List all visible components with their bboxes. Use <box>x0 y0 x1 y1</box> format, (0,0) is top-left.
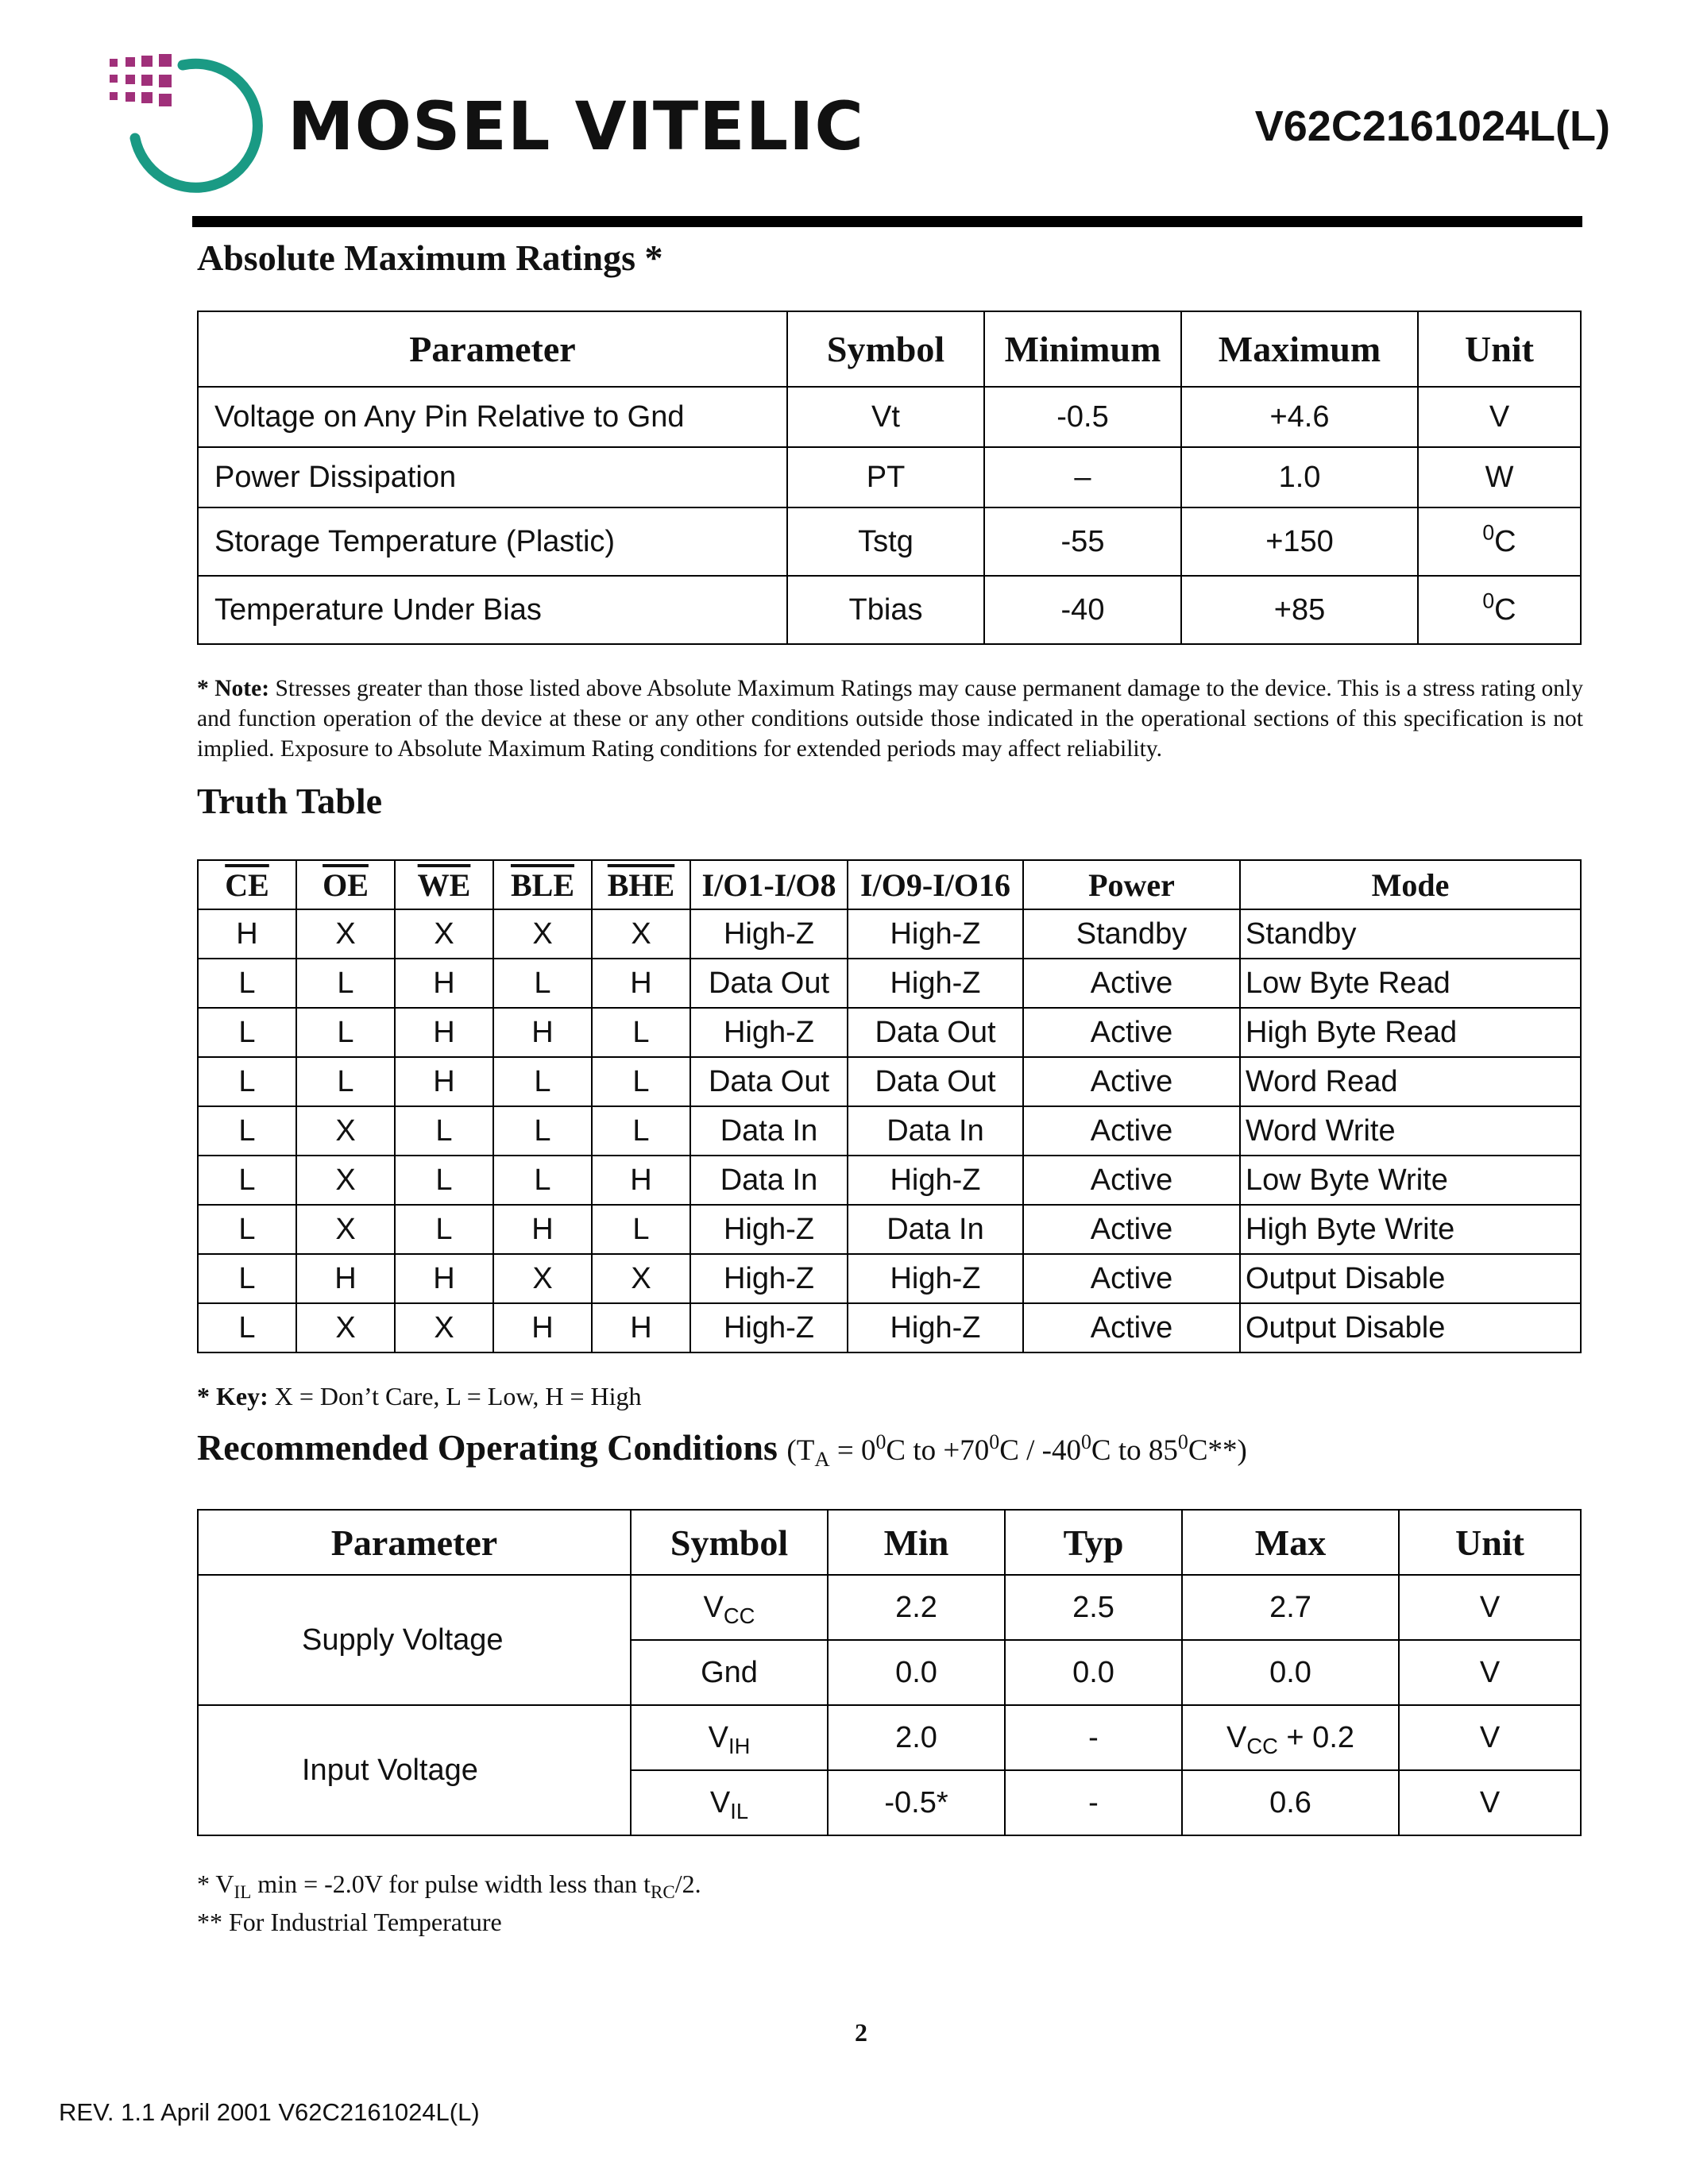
column-header: $\overline{WE}$ <box>395 860 493 909</box>
abs-max-table <box>197 311 1582 645</box>
truth-cell: Output Disable <box>1240 1303 1581 1352</box>
truth-cell: High-Z <box>690 1008 848 1057</box>
truth-cell: High Byte Read <box>1240 1008 1581 1057</box>
header-part-number: V62C2161024L(L) <box>1254 102 1610 150</box>
cond-sup: 0 <box>875 1430 886 1453</box>
min-cell: 2.0 <box>828 1705 1005 1770</box>
parameter-cell: Supply Voltage <box>198 1575 631 1705</box>
table-header-row <box>198 311 1581 387</box>
truth-cell: H <box>592 1303 690 1352</box>
unit-cell: V <box>1399 1640 1581 1705</box>
truth-cell: Data Out <box>690 959 848 1008</box>
degree-superscript: 0 <box>1482 588 1495 612</box>
cond-sup: 0 <box>1080 1430 1091 1453</box>
truth-cell: High-Z <box>848 1303 1023 1352</box>
unit-cell <box>1418 576 1581 644</box>
truth-cell: High-Z <box>848 909 1023 959</box>
table-row <box>198 1303 1581 1352</box>
max-cell: 0.0 <box>1182 1640 1399 1705</box>
footnote-text: min = -2.0V for pulse width less than t <box>251 1870 651 1898</box>
table-row <box>198 387 1581 447</box>
min-cell: 0.0 <box>828 1640 1005 1705</box>
footnote-text: * V <box>197 1870 234 1898</box>
footnote-text: /2. <box>674 1870 701 1898</box>
truth-cell: L <box>296 1008 395 1057</box>
parameter-cell: Voltage on Any Pin Relative to Gnd <box>198 387 787 447</box>
table-row <box>198 959 1581 1008</box>
symbol-cell <box>631 1575 828 1640</box>
truth-cell: X <box>296 1303 395 1352</box>
truth-cell: Data Out <box>848 1057 1023 1106</box>
key-label: * Key: <box>197 1382 268 1410</box>
min-cell: -55 <box>984 507 1181 576</box>
truth-cell: L <box>493 959 592 1008</box>
footnote-vil <box>197 1870 701 1902</box>
symbol-cell <box>631 1705 828 1770</box>
column-header: Unit <box>1418 311 1581 387</box>
parameter-cell: Temperature Under Bias <box>198 576 787 644</box>
truth-cell: L <box>198 1156 296 1205</box>
truth-cell: Word Read <box>1240 1057 1581 1106</box>
truth-cell: Active <box>1023 1303 1240 1352</box>
footnote-industrial: ** For Industrial Temperature <box>197 1908 502 1936</box>
min-cell: – <box>984 447 1181 507</box>
truth-cell: L <box>198 1254 296 1303</box>
table-row <box>198 1008 1581 1057</box>
table-row <box>198 909 1581 959</box>
truth-cell: H <box>592 959 690 1008</box>
symbol-cell: PT <box>787 447 984 507</box>
cond-text: C to +70 <box>886 1434 990 1467</box>
parameter-cell: Input Voltage <box>198 1705 631 1835</box>
parameter-cell: Storage Temperature (Plastic) <box>198 507 787 576</box>
max-cell: +150 <box>1181 507 1418 576</box>
column-header: Max <box>1182 1510 1399 1575</box>
truth-table <box>197 859 1582 1353</box>
typ-cell: - <box>1005 1770 1182 1835</box>
truth-cell: L <box>296 959 395 1008</box>
truth-cell: H <box>395 1008 493 1057</box>
cond-sup: 0 <box>1177 1430 1188 1453</box>
symbol-subscript: CC <box>723 1603 755 1628</box>
table-row <box>198 447 1581 507</box>
table-header-row <box>198 860 1581 909</box>
cond-sub: A <box>814 1446 830 1471</box>
table-row <box>198 507 1581 576</box>
column-header: I/O9-I/O16 <box>848 860 1023 909</box>
truth-cell: Data In <box>848 1205 1023 1254</box>
truth-cell: X <box>296 1106 395 1156</box>
truth-cell: H <box>296 1254 395 1303</box>
column-header: Min <box>828 1510 1005 1575</box>
truth-cell: L <box>592 1205 690 1254</box>
max-cell: 0.6 <box>1182 1770 1399 1835</box>
column-header: Parameter <box>198 1510 631 1575</box>
truth-cell: H <box>395 1254 493 1303</box>
symbol-base: V <box>703 1590 724 1624</box>
column-header: $\overline{BHE}$ <box>592 860 690 909</box>
table-row <box>198 1254 1581 1303</box>
truth-cell: Word Write <box>1240 1106 1581 1156</box>
cond-text: C**) <box>1188 1434 1247 1467</box>
company-logo <box>103 51 270 194</box>
column-header: Maximum <box>1181 311 1418 387</box>
truth-cell: High-Z <box>848 1254 1023 1303</box>
parameter-cell: Power Dissipation <box>198 447 787 507</box>
truth-cell: Data Out <box>848 1008 1023 1057</box>
truth-cell: Active <box>1023 1254 1240 1303</box>
page-number: 2 <box>855 2018 867 2047</box>
truth-cell: L <box>198 959 296 1008</box>
symbol-cell <box>631 1770 828 1835</box>
min-cell: -0.5* <box>828 1770 1005 1835</box>
truth-cell: Active <box>1023 1008 1240 1057</box>
table-row <box>198 1705 1581 1770</box>
max-subscript: CC <box>1246 1733 1278 1758</box>
truth-cell: L <box>198 1106 296 1156</box>
column-header: I/O1-I/O8 <box>690 860 848 909</box>
truth-cell: High-Z <box>848 1156 1023 1205</box>
roc-title <box>197 1426 1247 1471</box>
max-cell: +4.6 <box>1181 387 1418 447</box>
truth-cell: Data Out <box>690 1057 848 1106</box>
header-rule <box>192 216 1582 227</box>
truth-cell: High-Z <box>848 959 1023 1008</box>
symbol-subscript: IH <box>728 1733 751 1758</box>
cond-sup: 0 <box>989 1430 1000 1453</box>
truth-cell: Active <box>1023 1205 1240 1254</box>
unit-letter: C <box>1494 524 1516 558</box>
truth-cell: L <box>592 1106 690 1156</box>
symbol-base: V <box>709 1785 731 1819</box>
truth-cell: X <box>493 1254 592 1303</box>
truth-cell: L <box>198 1303 296 1352</box>
truth-cell: Active <box>1023 959 1240 1008</box>
column-header: $\overline{OE}$ <box>296 860 395 909</box>
min-cell: 2.2 <box>828 1575 1005 1640</box>
truth-cell: X <box>395 909 493 959</box>
truth-cell: L <box>493 1106 592 1156</box>
truth-cell: L <box>198 1008 296 1057</box>
table-row <box>198 1575 1581 1640</box>
truth-cell: L <box>296 1057 395 1106</box>
column-header: Unit <box>1399 1510 1581 1575</box>
max-cell: 2.7 <box>1182 1575 1399 1640</box>
truth-cell: X <box>493 909 592 959</box>
cond-text: (T <box>786 1434 815 1467</box>
roc-temperature-condition <box>786 1430 1247 1471</box>
roc-title-text: Recommended Operating Conditions <box>197 1427 778 1468</box>
table-row <box>198 1156 1581 1205</box>
footnote-sub: IL <box>234 1881 252 1902</box>
revision-footer: REV. 1.1 April 2001 V62C2161024L(L) <box>59 2098 480 2126</box>
truth-cell: Low Byte Read <box>1240 959 1581 1008</box>
truth-cell: H <box>493 1303 592 1352</box>
truth-cell: High-Z <box>690 1205 848 1254</box>
cond-text: C to 85 <box>1091 1434 1178 1467</box>
note-text: Stresses greater than those listed above Absolute Maximum Ratings may cause permanent damage to the device. This is a stress rating only and function operation of the device at these or any other conditions outside those indicated in the operational sections of this specification is not implied. Exposure to Absolute Maximum Rating conditions for extended periods may affect reliability. <box>197 676 1584 762</box>
unit-cell <box>1418 507 1581 576</box>
unit-cell: W <box>1418 447 1581 507</box>
abs-max-note <box>197 673 1583 764</box>
symbol-cell: Gnd <box>631 1640 828 1705</box>
column-header: Typ <box>1005 1510 1182 1575</box>
unit-cell: V <box>1399 1705 1581 1770</box>
symbol-cell: Tstg <box>787 507 984 576</box>
truth-cell: H <box>395 1057 493 1106</box>
truth-cell: High-Z <box>690 1254 848 1303</box>
truth-cell: Data In <box>690 1156 848 1205</box>
truth-cell: Output Disable <box>1240 1254 1581 1303</box>
unit-cell: V <box>1399 1770 1581 1835</box>
unit-cell: V <box>1418 387 1581 447</box>
truth-cell: L <box>198 1057 296 1106</box>
cond-text: = 0 <box>829 1434 876 1467</box>
truth-cell: Active <box>1023 1057 1240 1106</box>
max-base: V <box>1226 1720 1247 1754</box>
truth-cell: H <box>493 1205 592 1254</box>
table-row <box>198 1205 1581 1254</box>
symbol-cell: Tbias <box>787 576 984 644</box>
truth-cell: Low Byte Write <box>1240 1156 1581 1205</box>
truth-cell: L <box>198 1205 296 1254</box>
max-tail: + 0.2 <box>1277 1720 1355 1754</box>
truth-cell: High-Z <box>690 909 848 959</box>
truth-cell: L <box>493 1156 592 1205</box>
truth-cell: Active <box>1023 1156 1240 1205</box>
truth-cell: X <box>296 1156 395 1205</box>
truth-cell: L <box>395 1205 493 1254</box>
note-label: * Note: <box>197 676 270 701</box>
table-row <box>198 1106 1581 1156</box>
table-row <box>198 576 1581 644</box>
truth-cell: H <box>493 1008 592 1057</box>
column-header: Symbol <box>631 1510 828 1575</box>
table-row <box>198 1057 1581 1106</box>
column-header: Parameter <box>198 311 787 387</box>
truth-table-body <box>198 909 1581 1352</box>
roc-table <box>197 1509 1582 1836</box>
unit-letter: C <box>1494 592 1516 627</box>
truth-cell: L <box>592 1057 690 1106</box>
max-cell: +85 <box>1181 576 1418 644</box>
max-cell <box>1182 1705 1399 1770</box>
truth-cell: High Byte Write <box>1240 1205 1581 1254</box>
truth-cell: H <box>395 959 493 1008</box>
truth-cell: H <box>592 1156 690 1205</box>
column-header: Minimum <box>984 311 1181 387</box>
degree-superscript: 0 <box>1482 519 1495 544</box>
truth-cell: L <box>493 1057 592 1106</box>
cond-text: C / -40 <box>999 1434 1081 1467</box>
key-text: X = Don’t Care, L = Low, H = High <box>274 1382 642 1410</box>
symbol-cell: Vt <box>787 387 984 447</box>
truth-cell: L <box>592 1008 690 1057</box>
truth-cell: X <box>592 1254 690 1303</box>
abs-max-title: Absolute Maximum Ratings * <box>197 237 663 278</box>
table-header-row <box>198 1510 1581 1575</box>
truth-cell: Standby <box>1023 909 1240 959</box>
min-cell: -40 <box>984 576 1181 644</box>
symbol-subscript: IL <box>730 1798 749 1823</box>
truth-table-title: Truth Table <box>197 781 383 821</box>
truth-cell: L <box>395 1156 493 1205</box>
truth-cell: X <box>296 909 395 959</box>
truth-cell: High-Z <box>690 1303 848 1352</box>
column-header: Symbol <box>787 311 984 387</box>
brand-name: MOSEL VITELIC <box>288 87 865 165</box>
column-header: Mode <box>1240 860 1581 909</box>
unit-cell: V <box>1399 1575 1581 1640</box>
column-header: Power <box>1023 860 1240 909</box>
footnote-sub: RC <box>651 1881 675 1902</box>
truth-cell: Data In <box>848 1106 1023 1156</box>
truth-cell: L <box>395 1106 493 1156</box>
truth-cell: Active <box>1023 1106 1240 1156</box>
typ-cell: 2.5 <box>1005 1575 1182 1640</box>
truth-cell: X <box>296 1205 395 1254</box>
max-cell: 1.0 <box>1181 447 1418 507</box>
column-header: $\overline{CE}$ <box>198 860 296 909</box>
truth-cell: Data In <box>690 1106 848 1156</box>
typ-cell: - <box>1005 1705 1182 1770</box>
min-cell: -0.5 <box>984 387 1181 447</box>
truth-cell: H <box>198 909 296 959</box>
column-header: $\overline{BLE}$ <box>493 860 592 909</box>
truth-cell: X <box>395 1303 493 1352</box>
symbol-base: V <box>708 1720 728 1754</box>
truth-table-key <box>197 1382 642 1411</box>
truth-cell: X <box>592 909 690 959</box>
typ-cell: 0.0 <box>1005 1640 1182 1705</box>
truth-cell: Standby <box>1240 909 1581 959</box>
